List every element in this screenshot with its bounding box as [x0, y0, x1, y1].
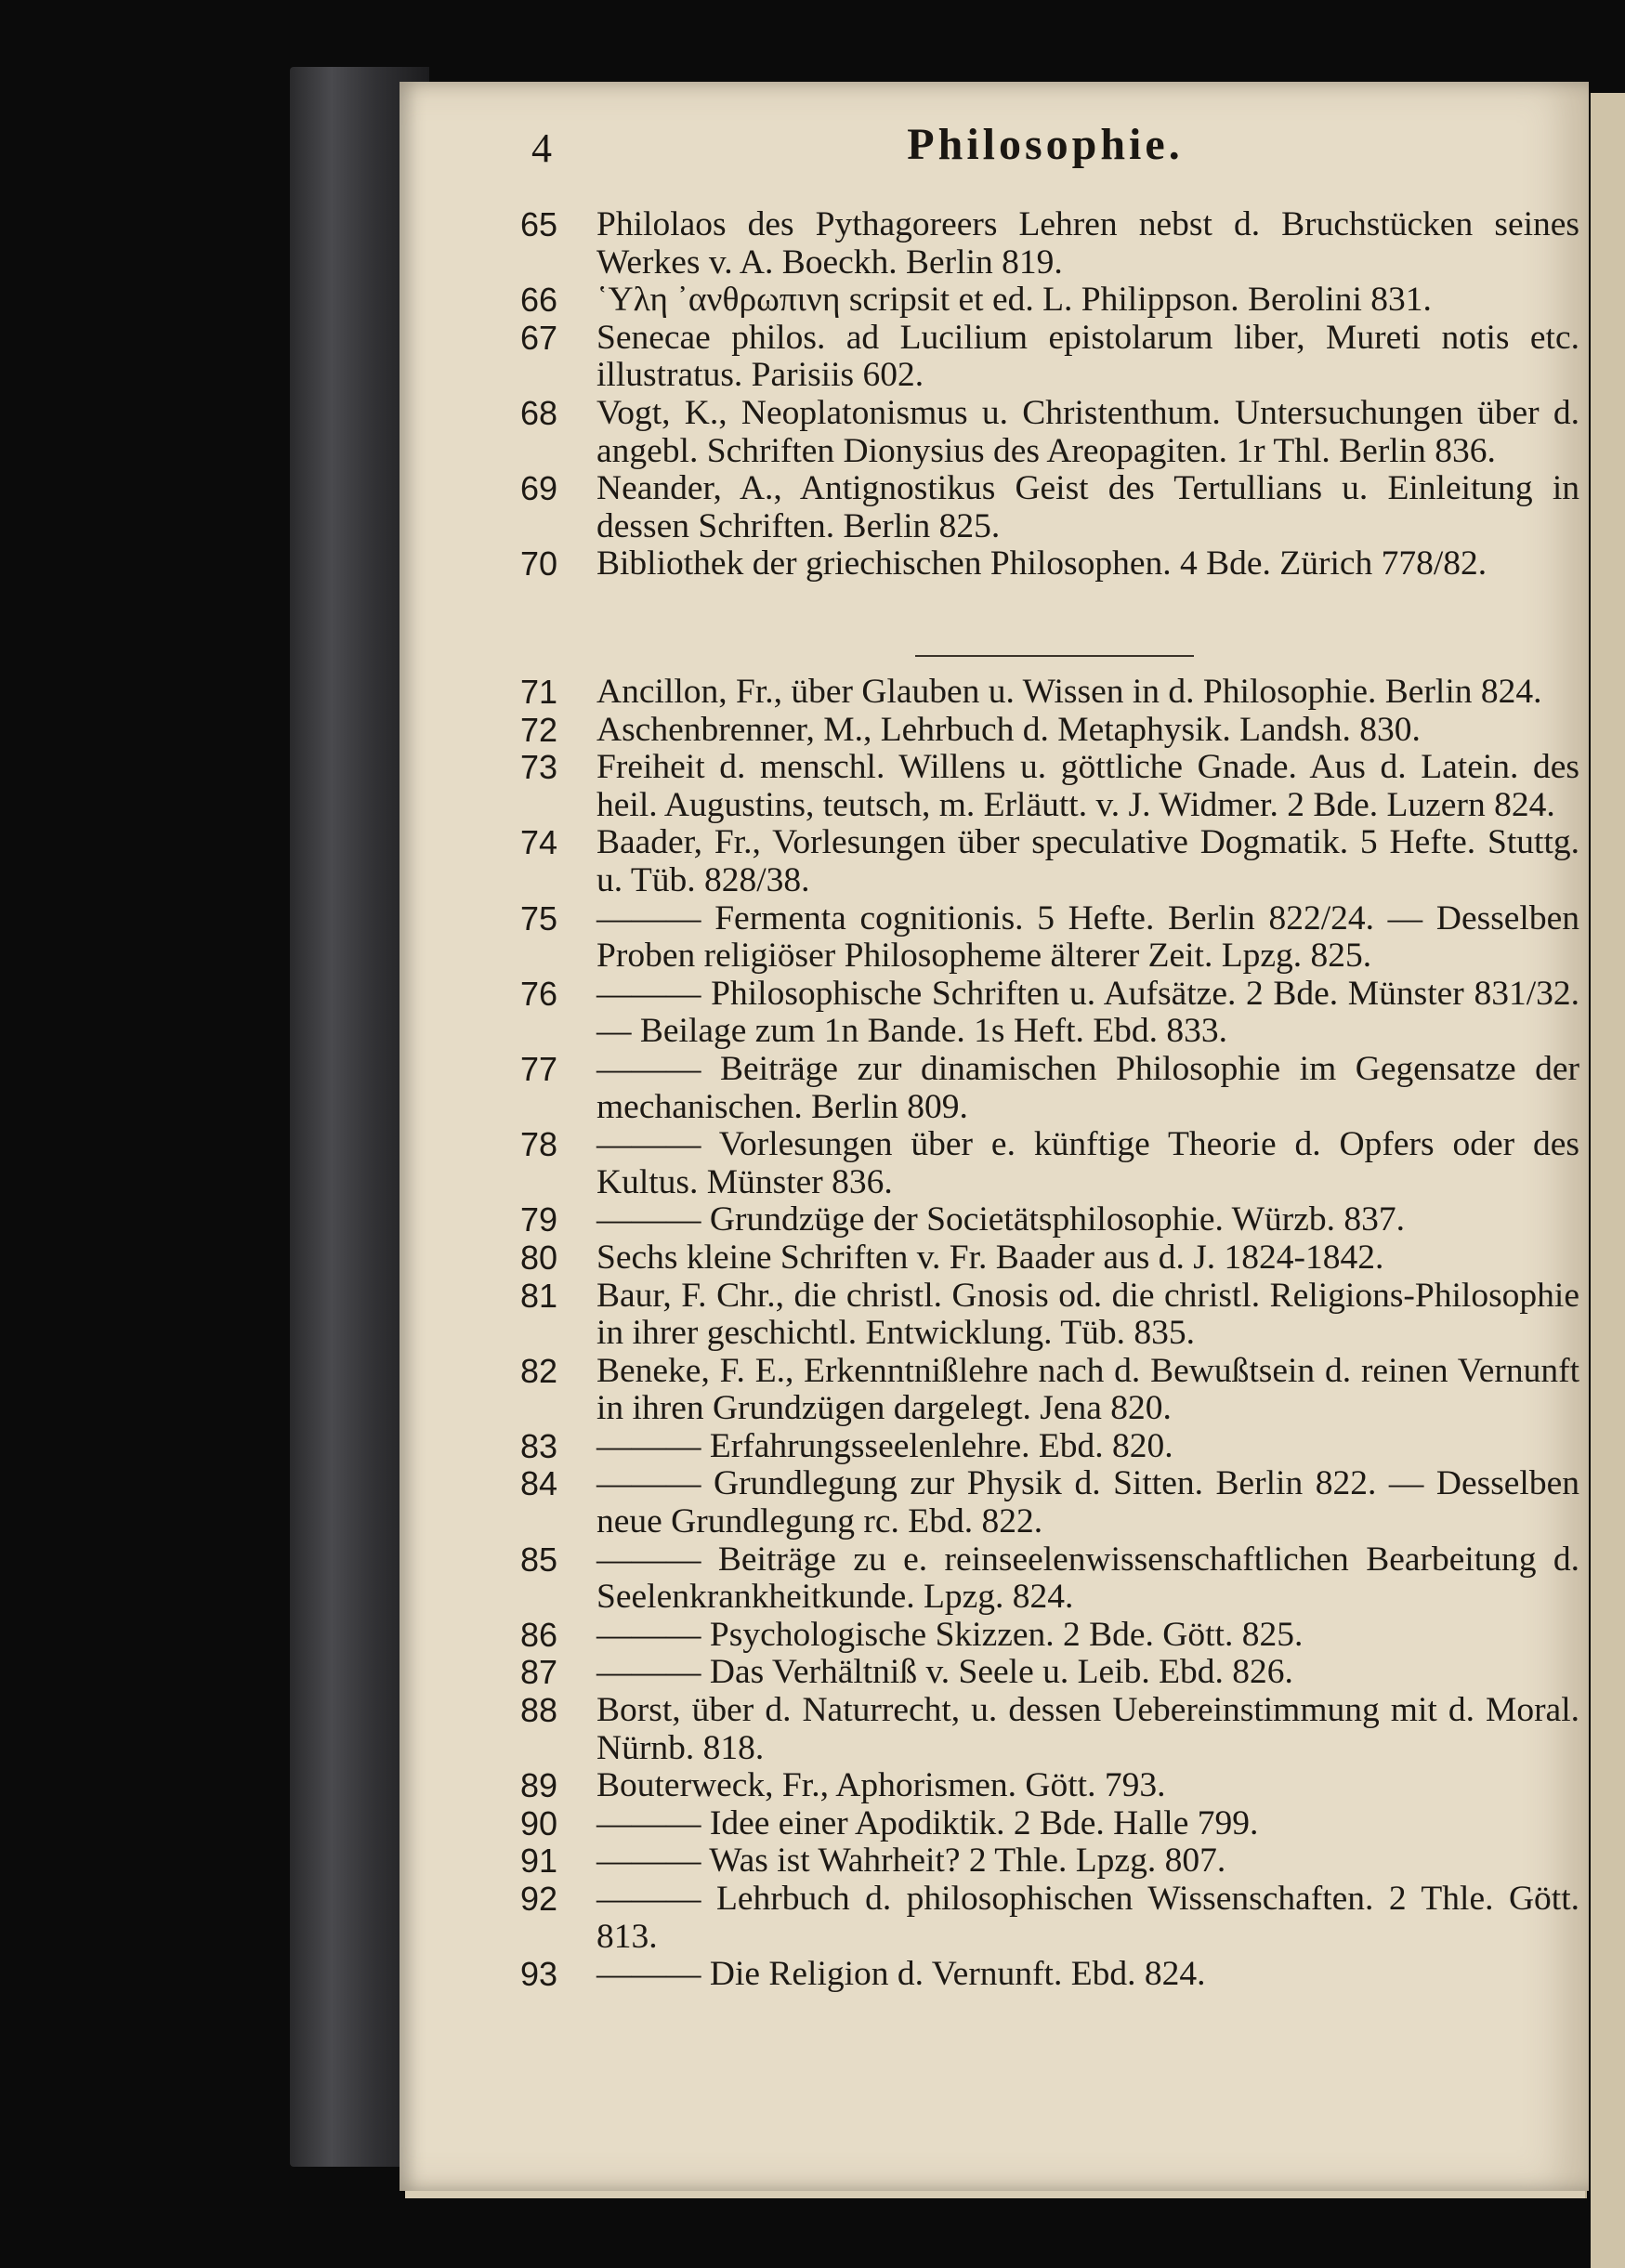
catalog-entry: [520, 1805, 1579, 1843]
catalog-entry: [520, 1881, 1579, 1956]
entry-number: 91: [520, 1842, 558, 1881]
entry-text: Neander, A., Antignostikus Geist des Tertullians u. Einleitung in dessen Schriften. Berlin 825.: [596, 469, 1579, 545]
entry-number: 89: [520, 1766, 558, 1805]
catalog-entry: [520, 900, 1579, 976]
entry-text: ——— Philosophische Schriften u. Aufsätze. 2 Bde. Münster 831/32. — Beilage zum 1n Bande. 1s Heft. Ebd. 833.: [596, 974, 1579, 1051]
entry-number: 65: [520, 205, 558, 243]
entry-text: ——— Die Religion d. Vernunft. Ebd. 824.: [596, 1955, 1206, 1994]
entry-number: 68: [520, 393, 558, 432]
catalog-entry: [520, 1692, 1579, 1767]
catalog-entry: [520, 1201, 1579, 1239]
entry-text: Vogt, K., Neoplatonismus u. Christenthum. Untersuchungen über d. angebl. Schriften Dionysius des Areopagiten. 1r Thl. Berlin 836.: [596, 393, 1579, 470]
catalog-entry: [520, 1956, 1579, 1994]
entry-list-modern: [520, 674, 1579, 1994]
catalog-entry: [520, 206, 1579, 282]
entry-text: Senecae philos. ad Lucilium epistolarum liber, Mureti notis etc. illustratus. Parisiis 602.: [596, 318, 1579, 395]
entry-text: Borst, über d. Naturrecht, u. dessen Uebereinstimmung mit d. Moral. Nürnb. 818.: [596, 1691, 1579, 1767]
entry-number: 76: [520, 974, 558, 1013]
entry-text: Aschenbrenner, M., Lehrbuch d. Metaphysik. Landsh. 830.: [596, 710, 1421, 749]
facing-page-edge: [1591, 93, 1625, 2268]
entry-number: 73: [520, 748, 558, 787]
catalog-entry: [520, 1842, 1579, 1881]
entry-text: Sechs kleine Schriften v. Fr. Baader aus d. J. 1824-1842.: [596, 1238, 1384, 1277]
catalog-entry: [520, 320, 1579, 395]
entry-text: ῾Υλη ᾿ανθρωπινη scripsit et ed. L. Philippson. Berolini 831.: [596, 281, 1432, 320]
page-title: Philosophie.: [907, 120, 1184, 169]
entry-text: Beneke, F. E., Erkenntnißlehre nach d. Bewußtsein d. reinen Vernunft in ihren Grundzügen dargelegt. Jena 820.: [596, 1351, 1579, 1428]
entry-number: 71: [520, 673, 558, 711]
entry-number: 88: [520, 1691, 558, 1730]
catalog-entry: [520, 674, 1579, 712]
entry-number: 83: [520, 1426, 558, 1465]
entry-text: ——— Fermenta cognitionis. 5 Hefte. Berlin 822/24. — Desselben Proben religiöser Philosopheme älterer Zeit. Lpzg. 825.: [596, 898, 1579, 976]
catalog-entry: [520, 1465, 1579, 1540]
entry-text: Bibliothek der griechischen Philosophen. 4 Bde. Zürich 778/82.: [596, 544, 1487, 583]
entry-text: ——— Psychologische Skizzen. 2 Bde. Gött. 825.: [596, 1615, 1304, 1654]
entry-text: ——— Beiträge zu e. reinseelenwissenschaftlichen Bearbeitung d. Seelenkrankheitkunde. Lpzg. 824.: [596, 1540, 1579, 1617]
entry-text: ——— Vorlesungen über e. künftige Theorie d. Opfers oder des Kultus. Münster 836.: [596, 1125, 1579, 1201]
entry-text: ——— Das Verhältniß v. Seele u. Leib. Ebd. 826.: [596, 1653, 1293, 1692]
entry-number: 78: [520, 1125, 558, 1164]
entry-number: 70: [520, 544, 558, 583]
entry-text: Baur, F. Chr., die christl. Gnosis od. die christl. Religions-Philosophie in ihrer geschichtl. Entwicklung. Tüb. 835.: [596, 1276, 1579, 1353]
catalog-entry: [520, 712, 1579, 750]
catalog-entry: [520, 749, 1579, 824]
catalog-entry: [520, 824, 1579, 899]
catalog-entry: [520, 1767, 1579, 1805]
catalog-entry: [520, 1126, 1579, 1201]
entry-number: 79: [520, 1200, 558, 1239]
entry-text: Bouterweck, Fr., Aphorismen. Gött. 793.: [596, 1766, 1166, 1805]
catalog-entry: [520, 1239, 1579, 1278]
entry-number: 80: [520, 1238, 558, 1277]
entry-number: 74: [520, 823, 558, 862]
entry-number: 72: [520, 710, 558, 749]
entry-number: 92: [520, 1880, 558, 1918]
catalog-entry: [520, 395, 1579, 470]
entry-list-ancient: [520, 206, 1579, 583]
entry-number: 75: [520, 898, 558, 937]
entry-number: 69: [520, 469, 558, 508]
catalog-entry: [520, 1051, 1579, 1126]
entry-text: ——— Was ist Wahrheit? 2 Thle. Lpzg. 807.: [596, 1842, 1226, 1881]
entry-number: 84: [520, 1464, 558, 1503]
page-number: 4: [531, 125, 552, 171]
entry-number: 85: [520, 1540, 558, 1579]
entry-text: Philolaos des Pythagoreers Lehren nebst d. Bruchstücken seines Werkes v. A. Boeckh. Berlin 819.: [596, 205, 1579, 282]
catalog-entry: [520, 1428, 1579, 1466]
catalog-entry: [520, 1541, 1579, 1617]
catalog-entry: [520, 1353, 1579, 1428]
entry-text: Freiheit d. menschl. Willens u. göttliche Gnade. Aus d. Latein. des heil. Augustins, teutsch, m. Erläutt. v. J. Widmer. 2 Bde. Luzern 824.: [596, 748, 1579, 824]
entry-text: ——— Lehrbuch d. philosophischen Wissenschaften. 2 Thle. Gött. 813.: [596, 1880, 1579, 1956]
catalog-entry: [520, 1617, 1579, 1655]
catalog-entry: [520, 545, 1579, 583]
catalog-entry: [520, 470, 1579, 545]
entry-number: 66: [520, 281, 558, 320]
entry-number: 87: [520, 1653, 558, 1692]
entry-number: 90: [520, 1803, 558, 1842]
entry-text: ——— Grundlegung zur Physik d. Sitten. Berlin 822. — Desselben neue Grundlegung rc. Ebd. 822.: [596, 1464, 1579, 1541]
catalog-entry: [520, 1278, 1579, 1353]
catalog-entry: [520, 1654, 1579, 1692]
entry-text: Baader, Fr., Vorlesungen über speculative Dogmatik. 5 Hefte. Stuttg. u. Tüb. 828/38.: [596, 823, 1579, 899]
entry-number: 67: [520, 318, 558, 357]
entry-number: 93: [520, 1955, 558, 1994]
entry-number: 86: [520, 1615, 558, 1654]
section-divider: [915, 655, 1194, 657]
entry-text: ——— Erfahrungsseelenlehre. Ebd. 820.: [596, 1426, 1173, 1465]
entry-number: 81: [520, 1276, 558, 1315]
entry-text: ——— Idee einer Apodiktik. 2 Bde. Halle 799.: [596, 1803, 1259, 1842]
entry-text: Ancillon, Fr., über Glauben u. Wissen in d. Philosophie. Berlin 824.: [596, 673, 1542, 711]
catalog-entry: [520, 282, 1579, 320]
catalog-entry: [520, 976, 1579, 1051]
entry-number: 82: [520, 1351, 558, 1390]
entry-text: ——— Beiträge zur dinamischen Philosophie im Gegensatze der mechanischen. Berlin 809.: [596, 1049, 1579, 1126]
entry-number: 77: [520, 1049, 558, 1088]
entry-text: ——— Grundzüge der Societätsphilosophie. Würzb. 837.: [596, 1200, 1405, 1239]
running-head: [520, 119, 1570, 175]
